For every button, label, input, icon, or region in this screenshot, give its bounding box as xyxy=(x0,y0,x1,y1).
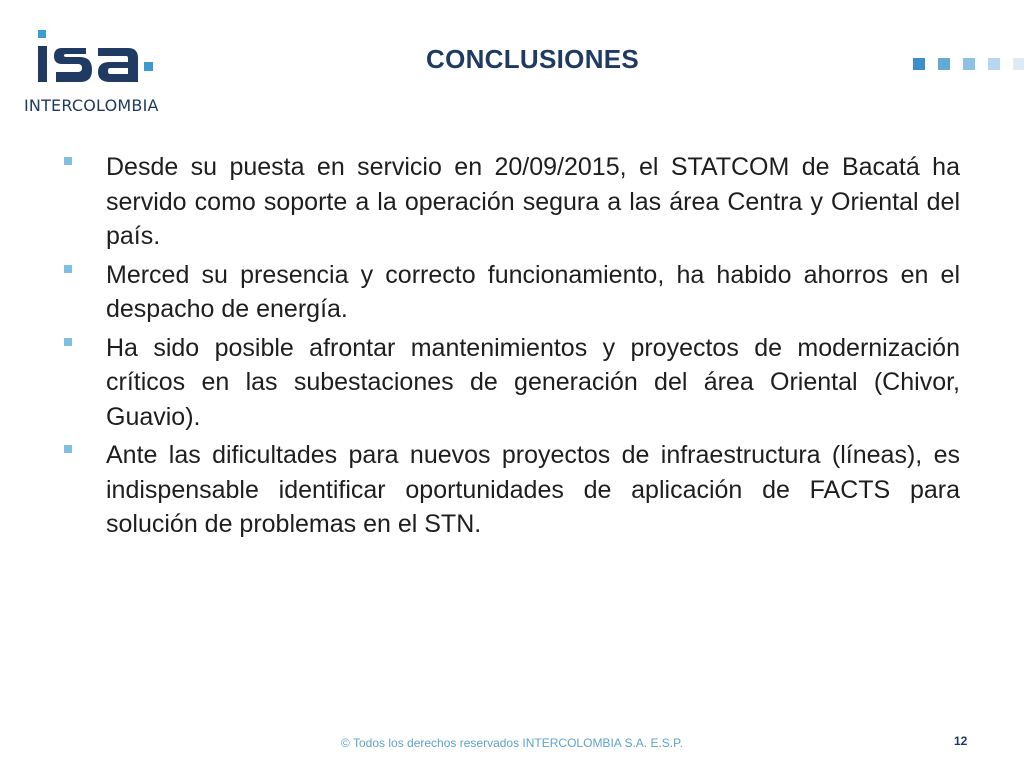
bullet-text: Merced su presencia y correcto funcionamiento, ha habido ahorros en el despacho de energía. xyxy=(106,260,960,323)
bullet-item xyxy=(62,258,960,327)
bullet-text: Ha sido posible afrontar mantenimientos y proyectos de modernización críticos en las subestaciones de generación del área Oriental (Chivor, Guavio). xyxy=(106,333,960,431)
bullet-list xyxy=(62,150,960,546)
decor-square xyxy=(938,58,950,70)
bullet-item xyxy=(62,150,960,254)
bullet-text: Desde su puesta en servicio en 20/09/2015, el STATCOM de Bacatá ha servido como soporte a la operación segura a las área Centra y Oriental del país. xyxy=(106,153,960,250)
bullet-square-icon xyxy=(62,438,106,453)
bullet-item xyxy=(62,331,960,435)
bullet-square-icon xyxy=(62,331,106,346)
bullet-item xyxy=(62,438,960,542)
isa-logo xyxy=(24,26,184,126)
decorative-squares xyxy=(913,58,1024,70)
decor-square xyxy=(963,58,975,70)
decor-square xyxy=(1013,58,1024,70)
decor-square xyxy=(988,58,1000,70)
bullet-square-icon xyxy=(62,258,106,273)
slide-title: CONCLUSIONES xyxy=(426,44,640,74)
logo-caption: INTERCOLOMBIA xyxy=(24,96,159,115)
footer-copyright: © Todos los derechos reservados INTERCOLOMBIA S.A. E.S.P. xyxy=(341,736,683,750)
bullet-text: Ante las dificultades para nuevos proyectos de infraestructura (líneas), es indispensable identificar oportunidades de aplicación de FACTS para solución de problemas en el STN. xyxy=(106,441,960,538)
decor-square xyxy=(913,58,925,70)
page-number: 12 xyxy=(954,734,968,748)
bullet-square-icon xyxy=(62,150,106,165)
isa-logo-mark xyxy=(24,26,164,92)
